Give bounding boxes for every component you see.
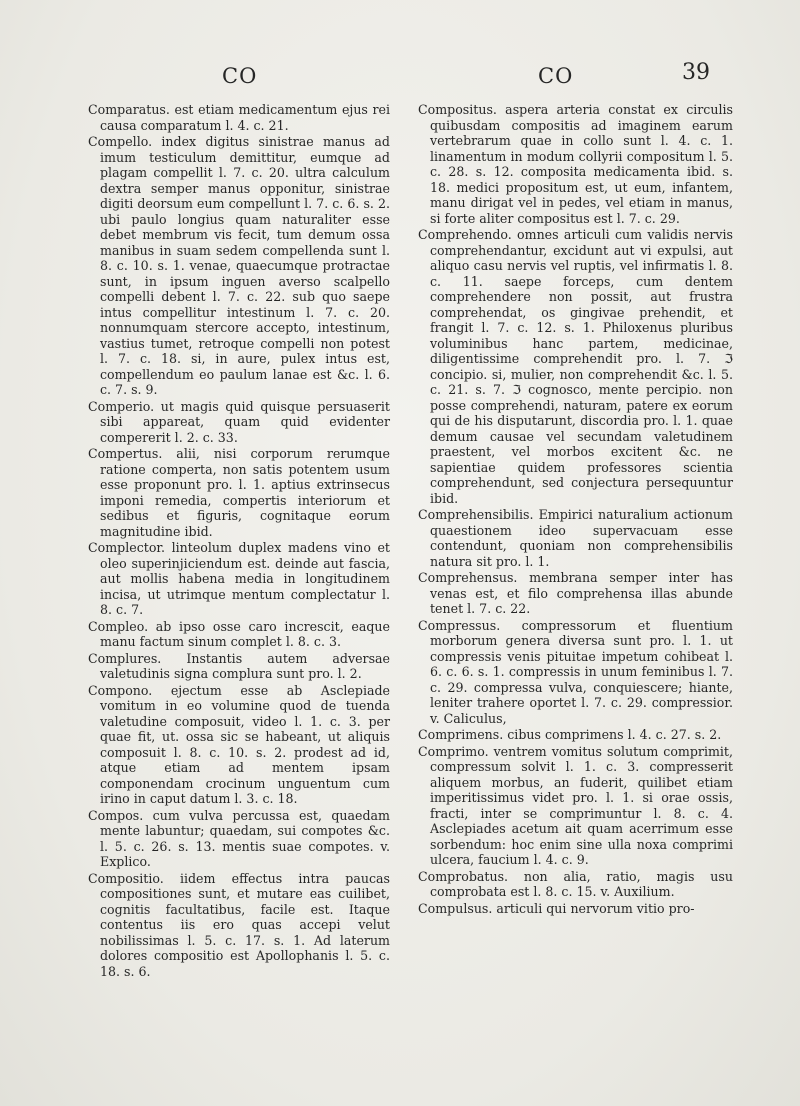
dictionary-entry: Comprobatus. non alia, ratio, magis usu comprobata est l. 8. c. 15. v. Auxilium.	[418, 868, 733, 899]
left-column	[88, 102, 390, 980]
dictionary-entry: Compos. cum vulva percussa est, quaedam mente labuntur; quaedam, sui compotes &c. l. 5. c. 26. s. 13. mentis suae compotes. v. Explico.	[88, 807, 390, 869]
dictionary-entry: Compello. index digitus sinistrae manus ad imum testiculum demittitur, eumque ad plagam compellit l. 7. c. 20. ultra calculum dextra semper manus opponitur, sinistrae digiti deorsum eum compellunt l. 7. c. 6. s. 2. ubi paulo longius quam naturaliter esse debet membrum vis fecit, tum demum ossa manibus in suam sedem compellenda sunt l. 8. c. 10. s. 1. venae, quaecumque protractae sunt, in ipsum inguen averso scalpello compelli debent l. 7. c. 22. sub quo saepe intus compellitur intestinum l. 7. c. 20. nonnumquam stercore accepto, intestinum, vastius tumet, retroque compelli non potest l. 7. c. 18. si, in aure, pulex intus est, compellendum eo paulum lanae est &c. l. 6. c. 7. s. 9.	[88, 134, 390, 397]
dictionary-entry: Complector. linteolum duplex madens vino et oleo superinjiciendum est. deinde aut fascia, aut mollis habena media in longitudinem incisa, ut utrimque mentum complectatur l. 8. c. 7.	[88, 540, 390, 617]
right-column	[418, 102, 733, 917]
dictionary-entry: Compleo. ab ipso osse caro increscit, eaque manu factum sinum complet l. 8. c. 3.	[88, 618, 390, 649]
running-header-right: CO	[538, 64, 574, 88]
running-header-left: CO	[222, 64, 258, 88]
dictionary-entry: Comperio. ut magis quid quisque persuaserit sibi appareat, quam quid evidenter compererit l. 2. c. 33.	[88, 398, 390, 445]
dictionary-entry: Comprimens. cibus comprimens l. 4. c. 27. s. 2.	[418, 727, 722, 742]
dictionary-entry: Comprimo. ventrem vomitus solutum comprimit, compressum solvit l. 1. c. 3. compresserit aliquem morbus, an fuderit, quilibet etiam imperitissimus videt pro. l. 1. si orae ossis, fracti, inter se comprimuntur l. 8. c. 4. Asclepiades acetum ait quam acerrimum esse sorbendum: hoc enim sine ulla noxa comprimi ulcera, faucium l. 4. c. 9.	[418, 743, 733, 867]
dictionary-entry: Complures. Instantis autem adversae valetudinis signa complura sunt pro. l. 2.	[88, 650, 390, 681]
dictionary-entry: Compertus. alii, nisi corporum rerumque ratione comperta, non satis potentem usum esse proponunt pro. l. 1. aptius extrinsecus imponi remedia, compertis interiorum et sedibus et figuris, cognitaque eorum magnitudine ibid.	[88, 446, 390, 539]
page-number: 39	[682, 60, 710, 85]
dictionary-entry: Comprehensibilis. Empirici naturalium actionum quaestionem ideo supervacuam esse contendunt, quoniam non comprehensibilis natura sit pro. l. 1.	[418, 507, 733, 569]
dictionary-entry: Comprehensus. membrana semper inter has venas est, et filo comprehensa illas abunde tenet l. 7. c. 22.	[418, 570, 733, 616]
dictionary-entry: Compressus. compressorum et fluentium morborum genera diversa sunt pro. l. 1. ut compressis venis pituitae impetum cohibeat l. 6. c. 6. s. 1. compressis in unum feminibus l. 7. c. 29. compressa vulva, conquiescere; hiante, leniter trahere oportet l. 7. c. 29. compressior. v. Caliculus,	[418, 617, 733, 726]
dictionary-entry: Compositus. aspera arteria constat ex circulis quibusdam compositis ad imaginem earum vertebrarum quae in collo sunt l. 4. c. 1. linamentum in modum collyrii compositum l. 5. c. 28. s. 12. composita medicamenta ibid. s. 18. medici propositum est, ut eum, infantem, manu dirigat vel in pedes, vel etiam in manus, si forte aliter compositus est l. 7. c. 29.	[418, 102, 733, 226]
dictionary-entry: Compulsus. articuli qui nervorum vitio pro-	[418, 900, 695, 916]
dictionary-entry: Comprehendo. omnes articuli cum validis nervis comprehendantur, excidunt aut vi expulsi, aut aliquo casu nervis vel ruptis, vel infirmatis l. 8. c. 11. saepe forceps, cum dentem comprehendere non possit, aut frustra comprehendat, os gingivae prehendit, et frangit l. 7. c. 12. s. 1. Philoxenus pluribus voluminibus hanc partem, medicinae, diligentissime comprehendit pro. l. 7. ℑ concipio. si, mulier, non comprehendit &c. l. 5. c. 21. s. 7. ℑ cognosco, mente percipio. non posse comprehendi, naturam, patere ex eorum qui de his disputarunt, discordia pro. l. 1. quae demum causae vel secundam valetudinem praestent, vel morbos excitent &c. ne sapientiae quidem professores scientia comprehendunt, sed conjectura persequuntur ibid.	[418, 227, 733, 506]
dictionary-entry: Comparatus. est etiam medicamentum ejus rei causa comparatum l. 4. c. 21.	[88, 102, 390, 133]
dictionary-entry: Compono. ejectum esse ab Asclepiade vomitum in eo volumine quod de tuenda valetudine composuit, video l. 1. c. 3. per quae fit, ut. ossa sic se habeant, ut aliquis composuit l. 8. c. 10. s. 2. prodest ad id, atque etiam ad mentem ipsam componendam crocinum unguentum cum irino in caput datum l. 3. c. 18.	[88, 682, 390, 806]
dictionary-entry: Compositio. iidem effectus intra paucas compositiones sunt, et mutare eas cuilibet, cognitis facultatibus, facile est. Itaque contentus iis ero quas accepi velut nobilissimas l. 5. c. 17. s. 1. Ad laterum dolores compositio est Apollophanis l. 5. c. 18. s. 6.	[88, 870, 390, 979]
